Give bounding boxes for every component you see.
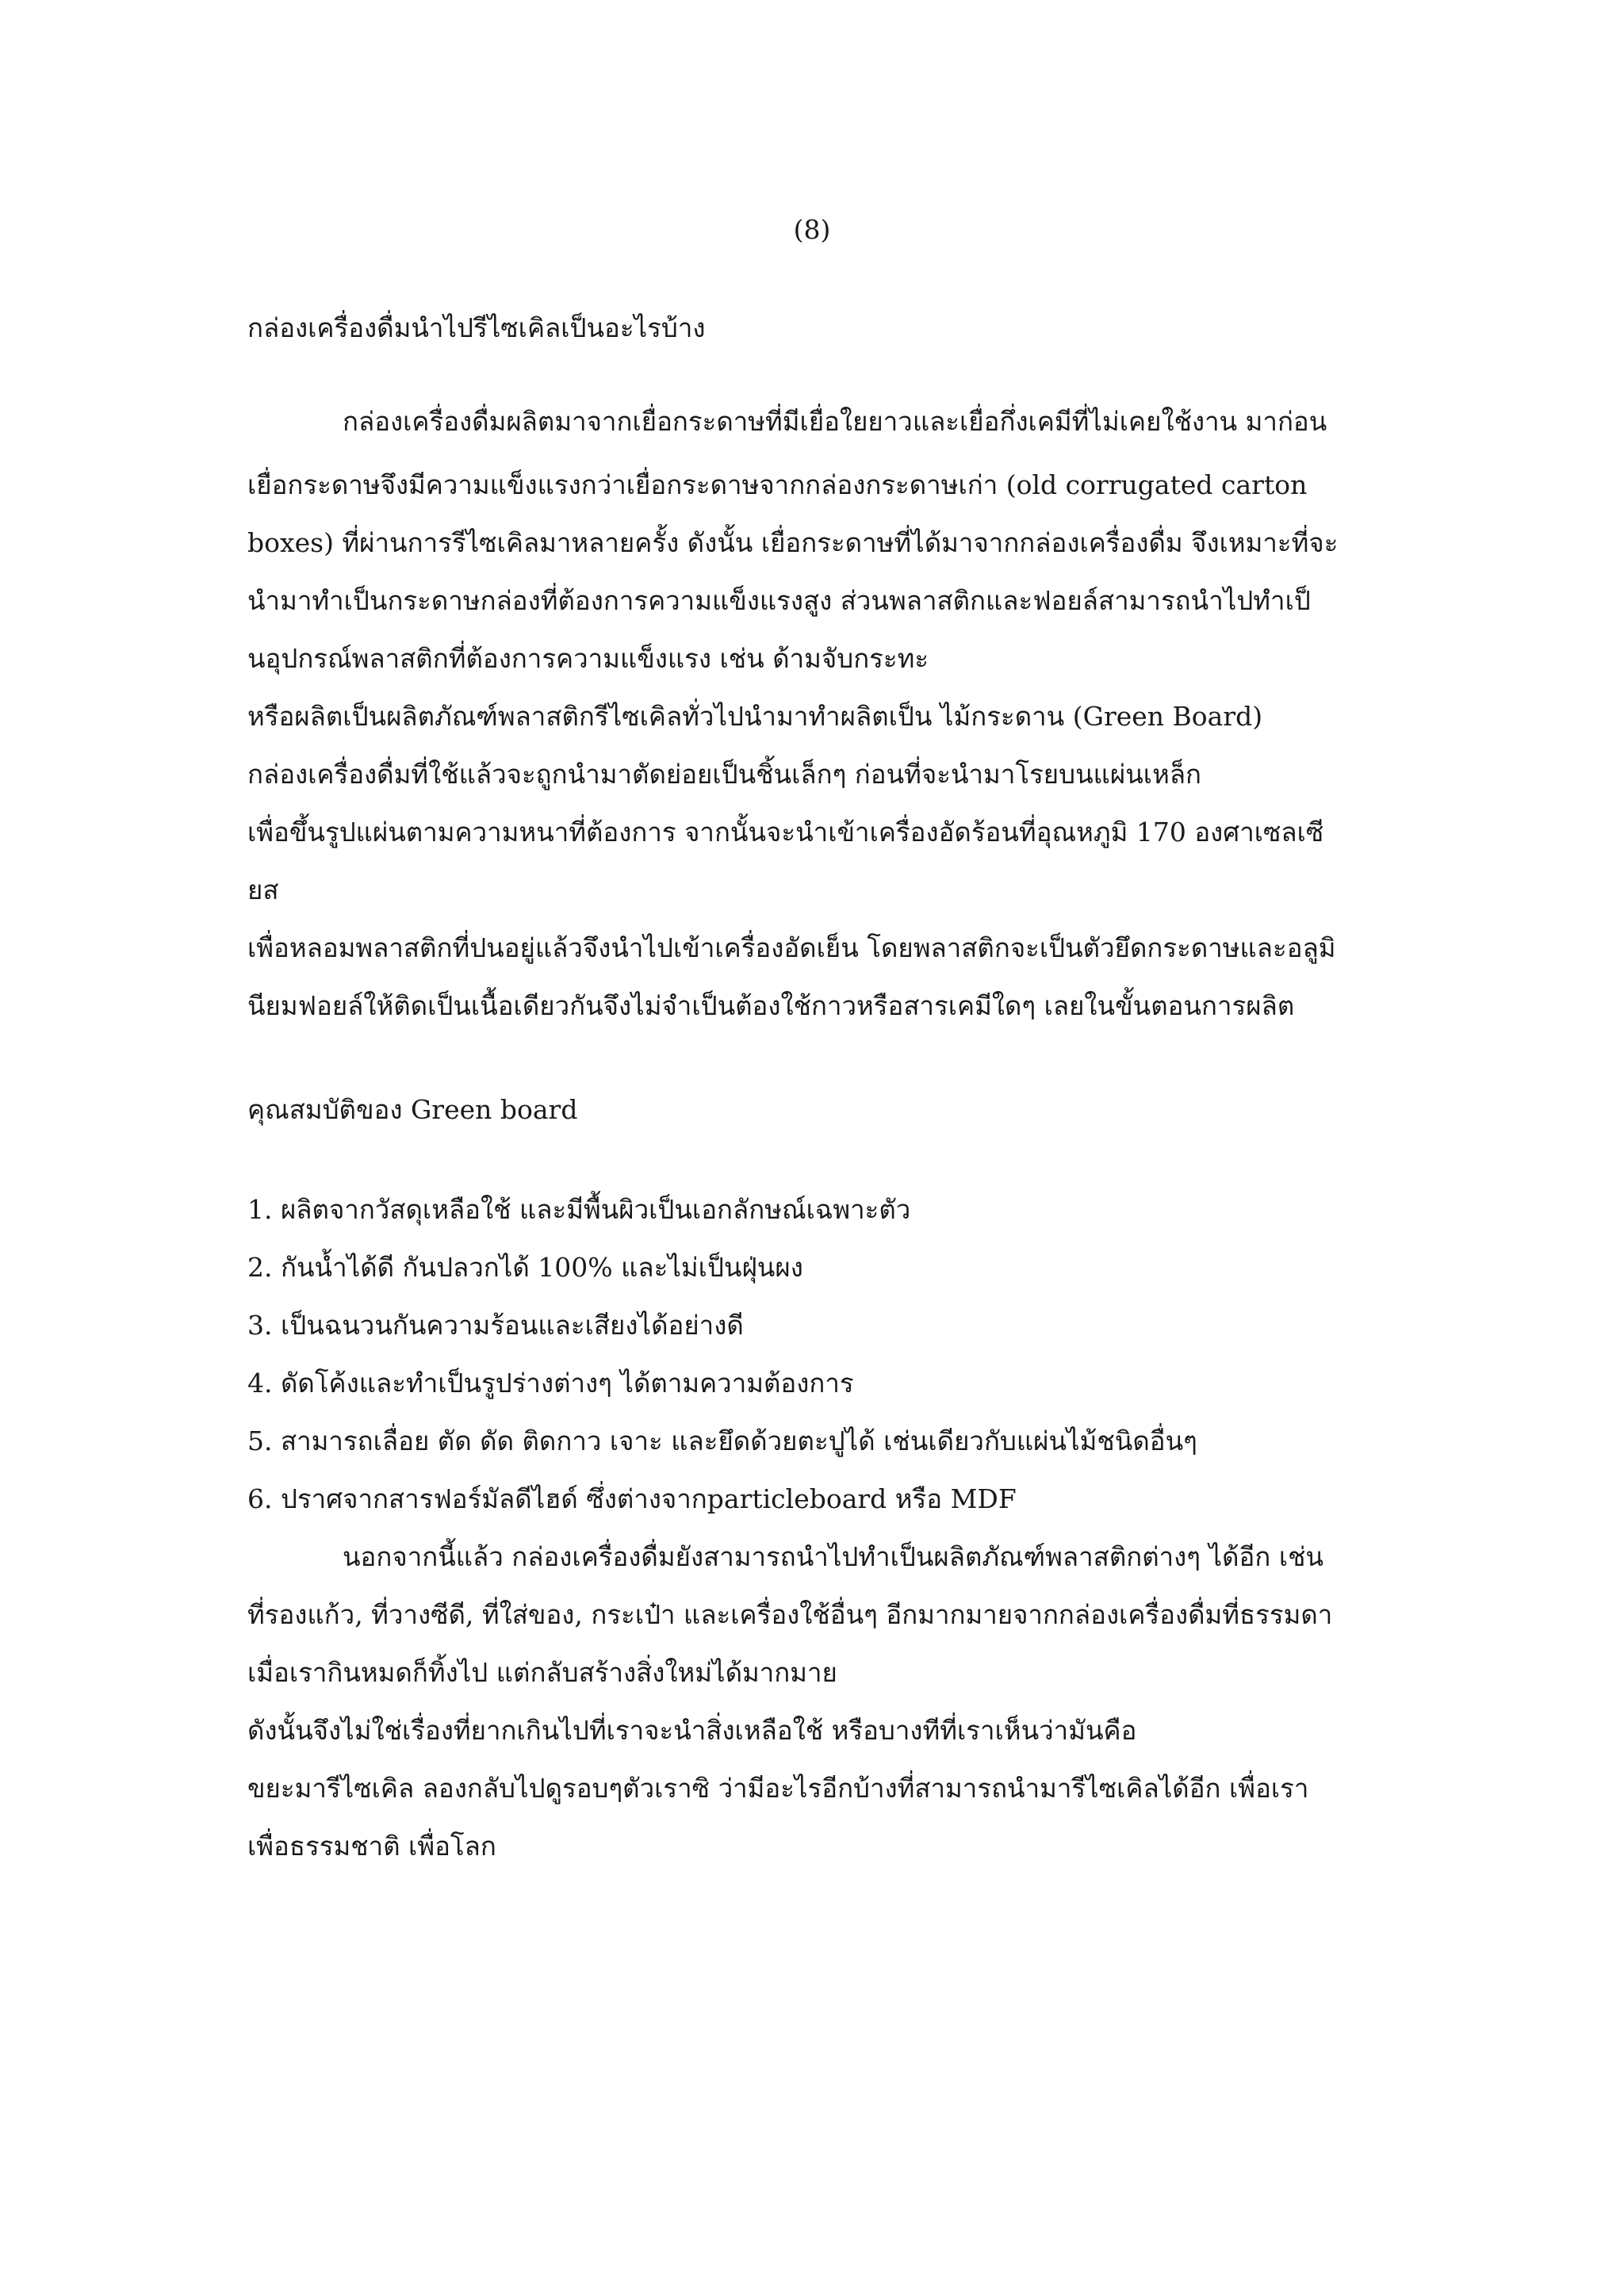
paragraph-line: หรือผลิตเป็นผลิตภัณฑ์พลาสติกรีไซเคิลทั่วไปนำมาทำผลิตเป็น ไม้กระดาน (Green Board) <box>247 701 1263 732</box>
paragraph-line: เพื่อธรรมชาติ เพื่อโลก <box>247 1831 496 1862</box>
property-item: 1. ผลิตจากวัสดุเหลือใช้ และมีพื้นผิวเป็นเอกลักษณ์เฉพาะตัว <box>247 1194 911 1225</box>
property-item: 3. เป็นฉนวนกันความร้อนและเสียงได้อย่างดี <box>247 1310 744 1341</box>
property-item: 6. ปราศจากสารฟอร์มัลดีไฮด์ ซึ่งต่างจากparticleboard หรือ MDF <box>247 1483 1017 1514</box>
property-item: 5. สามารถเลื่อย ตัด ดัด ติดกาว เจาะ และยึดด้วยตะปูได้ เช่นเดียวกับแผ่นไม้ชนิดอื่นๆ <box>247 1425 1197 1456</box>
section-heading: กล่องเครื่องดื่มนำไปรีไซเคิลเป็นอะไรบ้าง <box>247 312 706 343</box>
paragraph-line: ขยะมารีไซเคิล ลองกลับไปดูรอบๆตัวเราซิ ว่ามีอะไรอีกบ้างที่สามารถนำมารีไซเคิลได้อีก เพื่อเรา <box>247 1773 1309 1804</box>
property-item: 4. ดัดโค้งและทำเป็นรูปร่างต่างๆ ได้ตามความต้องการ <box>247 1368 854 1399</box>
paragraph-line: ยส <box>247 874 279 905</box>
paragraph-line: เพื่อหลอมพลาสติกที่ปนอยู่แล้วจึงนำไปเข้าเครื่องอัดเย็น โดยพลาสติกจะเป็นตัวยึดกระดาษและอลูมิ <box>247 932 1336 963</box>
paragraph-line: กล่องเครื่องดื่มผลิตมาจากเยื่อกระดาษที่มีเยื่อใยยาวและเยื่อกึ่งเคมีที่ไม่เคยใช้งาน มาก่อน <box>343 406 1327 437</box>
paragraph-line: นียมฟอยล์ให้ติดเป็นเนื้อเดียวกันจึงไม่จำเป็นต้องใช้กาวหรือสารเคมีใดๆ เลยในขั้นตอนการผลิต <box>247 990 1295 1021</box>
paragraph-line: นอุปกรณ์พลาสติกที่ต้องการความแข็งแรง เช่น ด้ามจับกระทะ <box>247 643 929 674</box>
paragraph-line: ดังนั้นจึงไม่ใช่เรื่องที่ยากเกินไปที่เราจะนำสิ่งเหลือใช้ หรือบางทีที่เราเห็นว่ามันคือ <box>247 1715 1137 1746</box>
paragraph-line: boxes) ที่ผ่านการรีไซเคิลมาหลายครั้ง ดังนั้น เยื่อกระดาษที่ได้มาจากกล่องเครื่องดื่ม จึงเหมาะที่จะ <box>247 527 1339 558</box>
paragraph-line: เยื่อกระดาษจึงมีความแข็งแรงกว่าเยื่อกระดาษจากกล่องกระดาษเก่า (old corrugated carton <box>247 469 1308 500</box>
properties-heading: คุณสมบัติของ Green board <box>247 1094 578 1125</box>
paragraph-line: ที่รองแก้ว, ที่วางซีดี, ที่ใส่ของ, กระเป๋า และเครื่องใช้อื่นๆ อีกมากมายจากกล่องเครื่องดื่มที่ธรรมดา <box>247 1599 1333 1630</box>
page-number: (8) <box>793 214 831 245</box>
property-item: 2. กันน้ำได้ดี กันปลวกได้ 100% และไม่เป็นฝุ่นผง <box>247 1252 803 1283</box>
paragraph-line: นอกจากนี้แล้ว กล่องเครื่องดื่มยังสามารถนำไปทำเป็นผลิตภัณฑ์พลาสติกต่างๆ ได้อีก เช่น <box>343 1541 1324 1572</box>
paragraph-line: กล่องเครื่องดื่มที่ใช้แล้วจะถูกนำมาตัดย่อยเป็นชิ้นเล็กๆ ก่อนที่จะนำมาโรยบนแผ่นเหล็ก <box>247 759 1202 790</box>
paragraph-line: เมื่อเรากินหมดก็ทิ้งไป แต่กลับสร้างสิ่งใหม่ได้มากมาย <box>247 1657 837 1688</box>
paragraph-line: นำมาทำเป็นกระดาษกล่องที่ต้องการความแข็งแรงสูง ส่วนพลาสติกและฟอยล์สามารถนำไปทำเป็ <box>247 585 1311 616</box>
paragraph-line: เพื่อขึ้นรูปแผ่นตามความหนาที่ต้องการ จากนั้นจะนำเข้าเครื่องอัดร้อนที่อุณหภูมิ 170 องศาเซลเซี <box>247 817 1324 848</box>
